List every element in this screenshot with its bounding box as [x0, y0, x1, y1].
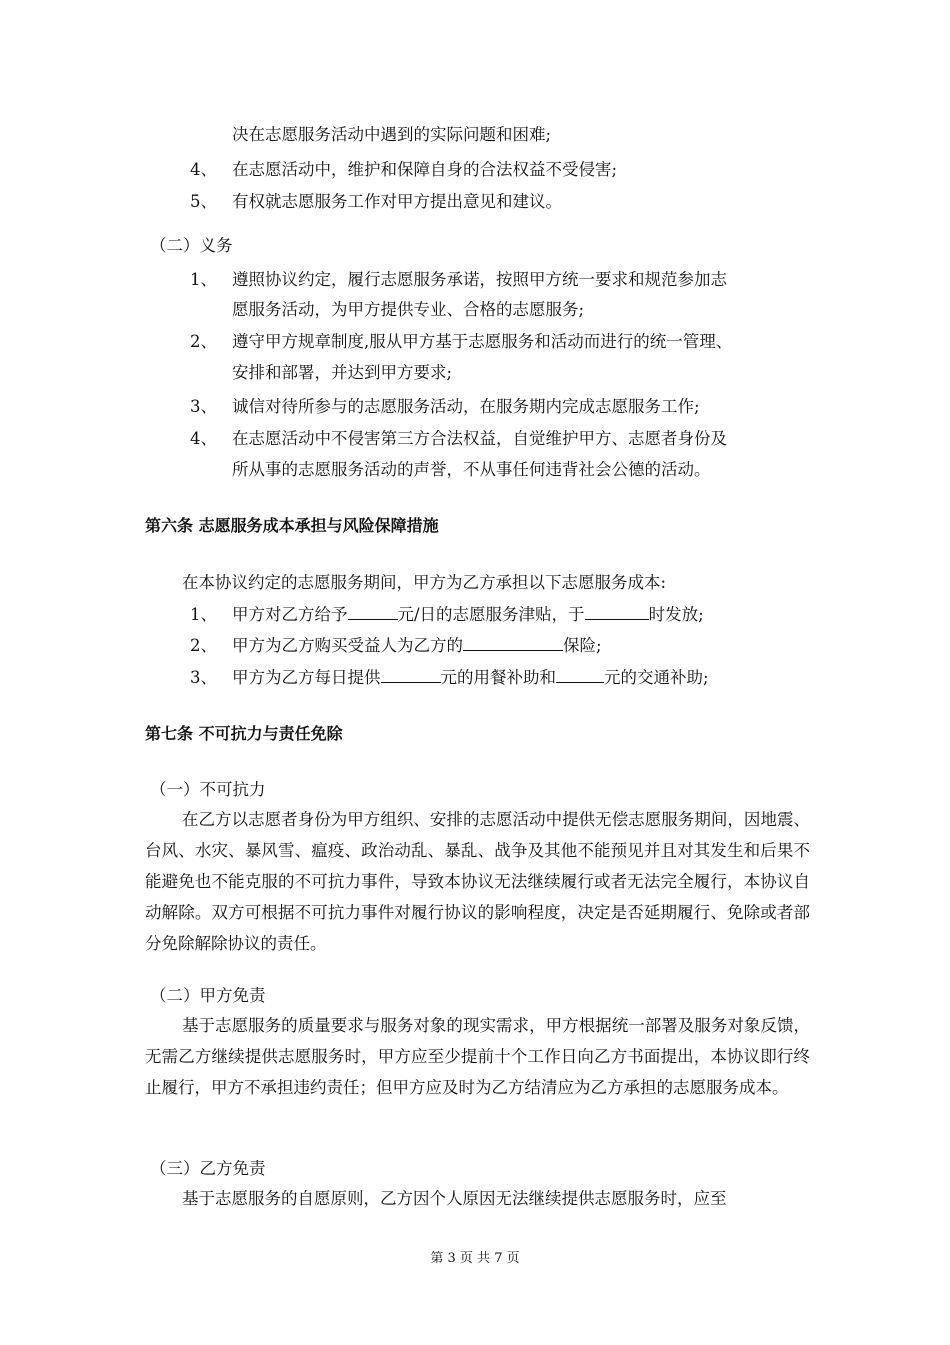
duty-2-line-1: 遵守甲方规章制度,服从甲方基于志愿服务和活动而进行的统一管理、 [232, 332, 733, 351]
allowance-amount-blank[interactable] [348, 603, 398, 621]
transport-subsidy-blank[interactable] [556, 666, 604, 684]
rights-item-4-text: 在志愿活动中，维护和保障自身的合法权益不受侵害; [232, 160, 618, 179]
cost-item-2-number: 2、 [190, 636, 217, 655]
duty-3-text: 诚信对待所参与的志愿服务活动，在服务期内完成志愿服务工作; [232, 397, 700, 416]
duty-2-number: 2、 [190, 332, 217, 351]
page-footer: 第 3 页 共 7 页 [430, 1251, 520, 1266]
duty-1-line-2: 愿服务活动，为甲方提供专业、合格的志愿服务; [232, 300, 585, 319]
party-b-exemption-paragraph: 基于志愿服务的自愿原则，乙方因个人原因无法继续提供志愿服务时，应至 [182, 1189, 727, 1208]
duty-1-line-1: 遵照协议约定，履行志愿服务承诺，按照甲方统一要求和规范参加志 [232, 270, 727, 289]
rights-item-5-number: 5、 [190, 192, 217, 211]
cost-item-3-number: 3、 [190, 668, 217, 687]
duty-4-number: 4、 [190, 429, 217, 448]
payment-time-blank[interactable] [585, 603, 649, 621]
force-majeure-heading: （一）不可抗力 [150, 780, 266, 799]
party-b-exemption-heading: （三）乙方免责 [150, 1159, 266, 1178]
party-a-exemption-heading: （二）甲方免责 [150, 986, 266, 1005]
cost-item-3: 甲方为乙方每日提供 元的用餐补助和 元的交通补助; [232, 664, 709, 688]
duty-1-number: 1、 [190, 270, 217, 289]
article-6-intro: 在本协议约定的志愿服务期间，甲方为乙方承担以下志愿服务成本: [182, 573, 667, 592]
rights-line-continuation: 决在志愿服务活动中遇到的实际问题和困难; [232, 125, 552, 144]
article-7-title: 第七条 不可抗力与责任免除 [145, 724, 343, 743]
force-majeure-paragraph: 在乙方以志愿者身份为甲方组织、安排的志愿活动中提供无偿志愿服务期间，因地震、台风、水灾、暴风雪、瘟疫、政治动乱、暴乱、战争及其他不能预见并且对其发生和后果不能避免也不能克服的不可抗力事件，导致本协议无法继续履行或者无法完全履行，本协议自动解除。双方可根据不可抗力事件对履行协议的影响程度，决定是否延期履行、免除或者部分免除解除协议的责任。 [145, 810, 810, 953]
duty-4-line-1: 在志愿活动中不侵害第三方合法权益，自觉维护甲方、志愿者身份及 [232, 429, 727, 448]
duty-4-line-2: 所从事的志愿服务活动的声誉，不从事任何违背社会公德的活动。 [232, 460, 711, 479]
meal-subsidy-blank[interactable] [381, 666, 441, 684]
article-6-title: 第六条 志愿服务成本承担与风险保障措施 [145, 516, 439, 535]
duties-heading: （二）义务 [150, 236, 233, 255]
duty-2-line-2: 安排和部署，并达到甲方要求; [232, 363, 453, 382]
party-a-exemption-paragraph: 基于志愿服务的质量要求与服务对象的现实需求，甲方根据统一部署及服务对象反馈，无需乙方继续提供志愿服务时，甲方应至少提前十个工作日向乙方书面提出，本协议即行终止履行，甲方不承担违约责任；但甲方应及时为乙方结清应为乙方承担的志愿服务成本。 [145, 1016, 810, 1097]
insurance-type-blank[interactable] [463, 634, 563, 652]
rights-item-5-text: 有权就志愿服务工作对甲方提出意见和建议。 [232, 192, 562, 211]
rights-item-4-number: 4、 [190, 160, 217, 179]
cost-item-2: 甲方为乙方购买受益人为乙方的 保险; [232, 632, 602, 656]
cost-item-1: 甲方对乙方给予 元/日的志愿服务津贴，于 时发放; [232, 601, 704, 625]
cost-item-1-number: 1、 [190, 605, 217, 624]
duty-3-number: 3、 [190, 397, 217, 416]
